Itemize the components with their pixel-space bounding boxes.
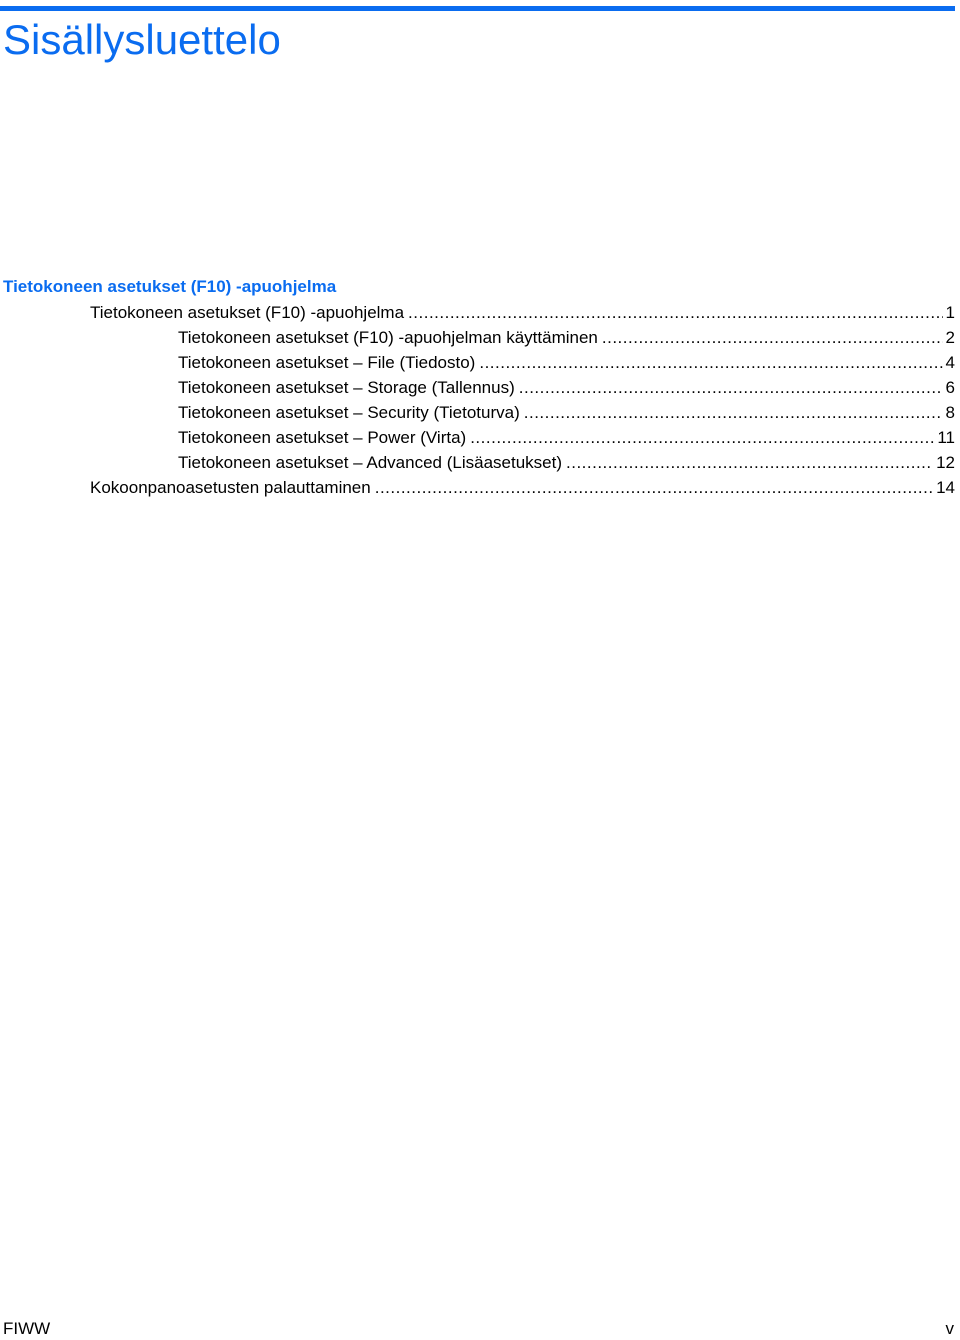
toc-entry[interactable] xyxy=(0,400,955,425)
toc-page-number: 12 xyxy=(936,453,955,472)
toc-dot-leader xyxy=(602,325,943,350)
toc-page-number: 6 xyxy=(945,378,955,397)
page-title: Sisällysluettelo xyxy=(3,16,281,63)
toc-entry-text: Tietokoneen asetukset – File (Tiedosto) xyxy=(178,353,476,372)
toc-entry[interactable] xyxy=(0,450,955,475)
toc-entry[interactable] xyxy=(0,425,955,450)
toc-page-number: 14 xyxy=(936,478,955,497)
toc-page-number: 1 xyxy=(945,303,955,322)
toc-dot-leader xyxy=(519,375,943,400)
toc-entry-text: Tietokoneen asetukset (F10) -apuohjelman käyttäminen xyxy=(178,328,598,347)
toc-entry-text: Tietokoneen asetukset – Storage (Tallennus) xyxy=(178,378,515,397)
footer-locale-code: FIWW xyxy=(3,1319,51,1338)
toc-entry[interactable] xyxy=(0,300,955,325)
table-of-contents xyxy=(0,300,955,500)
toc-entry[interactable] xyxy=(0,325,955,350)
toc-dot-leader xyxy=(479,350,942,375)
toc-dot-leader xyxy=(470,425,934,450)
toc-page-number: 11 xyxy=(937,428,955,447)
toc-entry-text: Tietokoneen asetukset – Advanced (Lisäasetukset) xyxy=(178,453,562,472)
toc-entry-text: Tietokoneen asetukset – Power (Virta) xyxy=(178,428,467,447)
footer-page-number: v xyxy=(945,1319,954,1338)
toc-dot-leader xyxy=(524,400,943,425)
chapter-heading-link[interactable]: Tietokoneen asetukset (F10) -apuohjelma xyxy=(3,277,337,296)
toc-page-number: 8 xyxy=(945,403,955,422)
toc-entry[interactable] xyxy=(0,375,955,400)
top-rule xyxy=(0,6,955,11)
toc-entry[interactable] xyxy=(0,475,955,500)
toc-dot-leader xyxy=(566,450,933,475)
toc-entry-text: Kokoonpanoasetusten palauttaminen xyxy=(90,478,371,497)
toc-entry-text: Tietokoneen asetukset (F10) -apuohjelma xyxy=(90,303,405,322)
toc-page-number: 4 xyxy=(945,353,955,372)
toc-dot-leader xyxy=(408,300,942,325)
toc-entry[interactable] xyxy=(0,350,955,375)
toc-dot-leader xyxy=(375,475,933,500)
toc-entry-text: Tietokoneen asetukset – Security (Tietoturva) xyxy=(178,403,520,422)
toc-page-number: 2 xyxy=(945,328,955,347)
